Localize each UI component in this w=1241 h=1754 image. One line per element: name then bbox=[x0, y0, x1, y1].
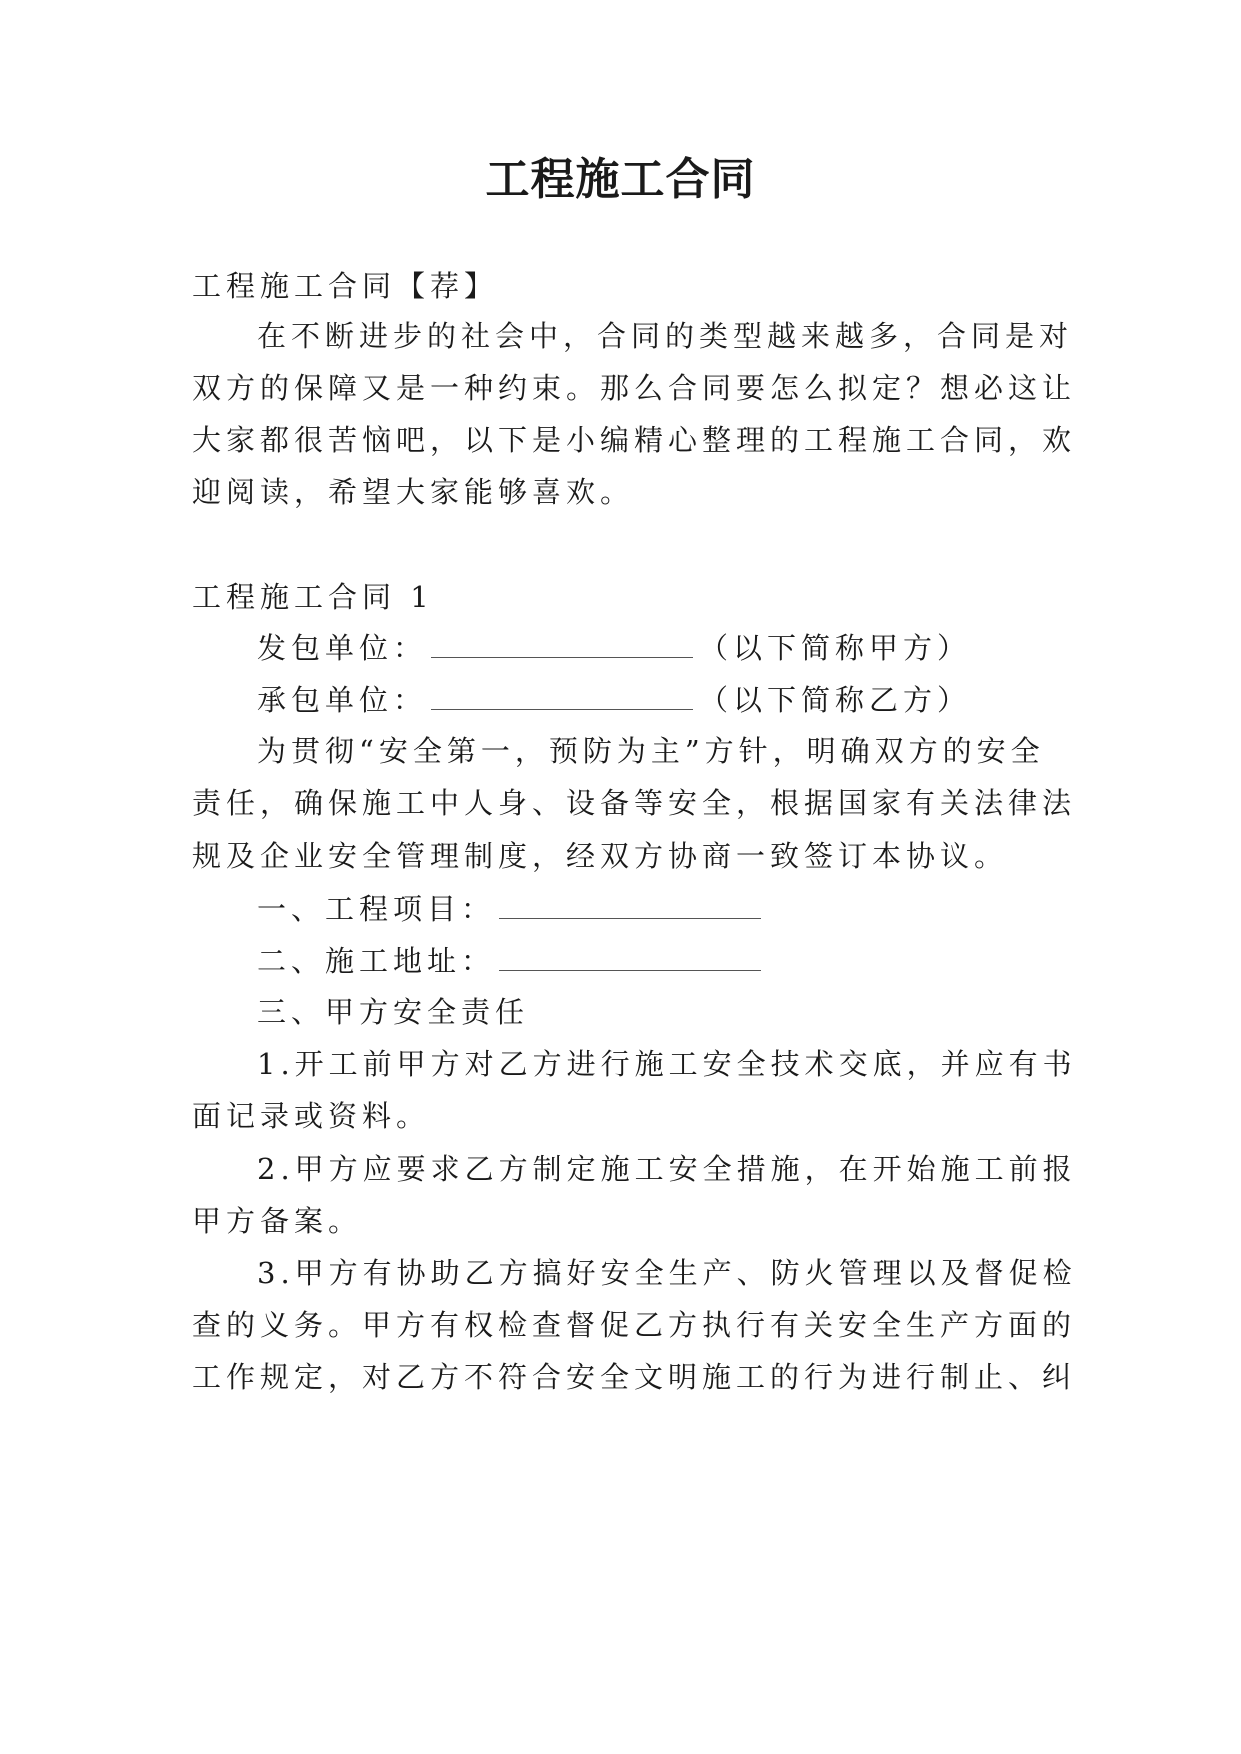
item1-row bbox=[257, 888, 1052, 929]
document-title: 工程施工合同 bbox=[485, 154, 756, 205]
party-a-note: （以下简称甲方） bbox=[699, 631, 972, 665]
clause3-line-3: 工作规定，对乙方不符合安全文明施工的行为进行制止、纠 bbox=[192, 1360, 1077, 1394]
purpose-line-1: 为贯彻“安全第一，预防为主”方针，明确双方的安全 bbox=[257, 734, 1045, 768]
clause2-line-2: 甲方备案。 bbox=[192, 1204, 363, 1238]
party-a-row bbox=[257, 627, 1052, 668]
item2-label: 二、施工地址： bbox=[257, 944, 496, 978]
clause1-line-2: 面记录或资料。 bbox=[192, 1099, 431, 1133]
party-b-note: （以下简称乙方） bbox=[699, 683, 972, 717]
clause3-line-1: 3.甲方有协助乙方搞好安全生产、防火管理以及督促检 bbox=[257, 1256, 1077, 1290]
clause1-line-1: 1.开工前甲方对乙方进行施工安全技术交底，并应有书 bbox=[257, 1047, 1077, 1081]
section-heading: 工程施工合同 1 bbox=[192, 580, 434, 614]
party-b-label: 承包单位： bbox=[257, 683, 428, 717]
party-b-row bbox=[257, 679, 1052, 720]
intro-line-4: 迎阅读，希望大家能够喜欢。 bbox=[192, 475, 635, 509]
party-a-blank bbox=[431, 627, 693, 658]
intro-line-2: 双方的保障又是一种约束。那么合同要怎么拟定？想必这让 bbox=[192, 371, 1077, 405]
party-b-blank bbox=[431, 679, 693, 710]
clause2-line-1: 2.甲方应要求乙方制定施工安全措施，在开始施工前报 bbox=[257, 1152, 1077, 1186]
intro-heading: 工程施工合同【荐】 bbox=[192, 269, 499, 303]
purpose-line-2: 责任，确保施工中人身、设备等安全，根据国家有关法律法 bbox=[192, 786, 1077, 820]
item2-row bbox=[257, 940, 1052, 981]
party-a-label: 发包单位： bbox=[257, 631, 428, 665]
item3-heading: 三、甲方安全责任 bbox=[257, 995, 530, 1029]
clause3-line-2: 查的义务。甲方有权检查督促乙方执行有关安全生产方面的 bbox=[192, 1308, 1077, 1342]
intro-line-1: 在不断进步的社会中，合同的类型越来越多，合同是对 bbox=[257, 319, 1074, 353]
item1-blank bbox=[499, 888, 761, 919]
intro-line-3: 大家都很苦恼吧，以下是小编精心整理的工程施工合同，欢 bbox=[192, 423, 1077, 457]
item1-label: 一、工程项目： bbox=[257, 892, 496, 926]
purpose-line-3: 规及企业安全管理制度，经双方协商一致签订本协议。 bbox=[192, 839, 1009, 873]
item2-blank bbox=[499, 940, 761, 971]
